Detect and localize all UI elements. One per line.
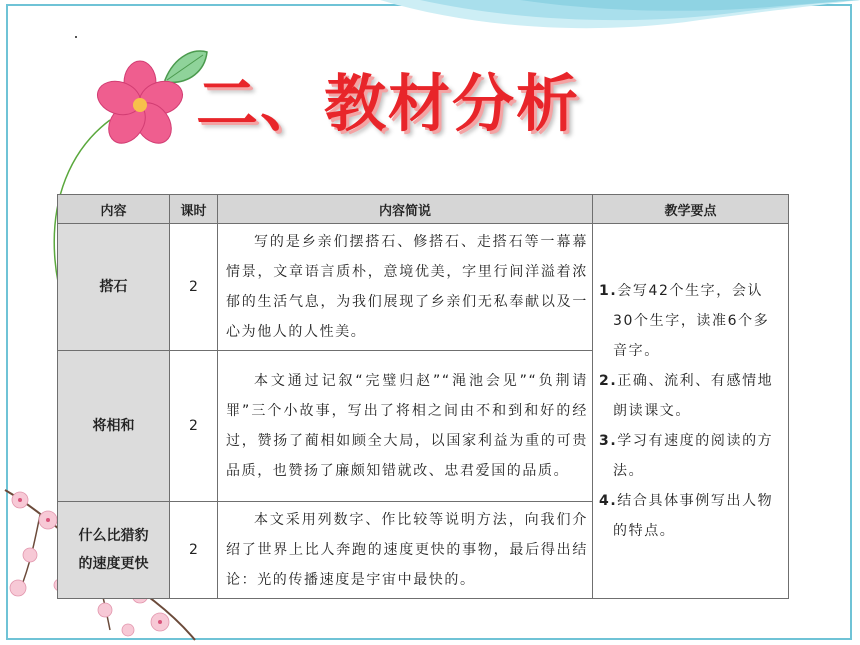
key-points-cell (593, 224, 789, 599)
key-point: 3.学习有速度的阅读的方法。 (599, 433, 774, 479)
lesson-summary-text: 写的是乡亲们摆搭石、修搭石、走搭石等一幕幕情景，文章语言质朴，意境优美，字里行间洋溢着浓郁的生活气息，为我们展现了乡亲们无私奉献以及一心为他人的人性美。 (226, 234, 588, 340)
analysis-table (57, 194, 789, 599)
lesson-summary (218, 351, 593, 502)
lesson-hours: 2 (170, 351, 218, 502)
dot-mark (75, 36, 77, 38)
key-point: 2.正确、流利、有感情地朗读课文。 (599, 373, 774, 419)
lesson-summary-text: 本文通过记叙“完璧归赵”“渑池会见”“负荆请罪”三个小故事，写出了将相之间由不和到和好的经过，赞扬了蔺相如顾全大局，以国家利益为重的可贵品质，也赞扬了廉颇知错就改、忠君爱国的品质。 (226, 373, 588, 479)
lesson-summary-text: 本文采用列数字、作比较等说明方法，向我们介绍了世界上比人奔跑的速度更快的事物，最后得出结论：光的传播速度是宇宙中最快的。 (226, 512, 588, 588)
page-title: 二、教材分析 (196, 67, 581, 140)
lesson-hours: 2 (170, 502, 218, 599)
header-hours: 课时 (170, 195, 218, 224)
key-point: 1.会写42个生字，会认30个生字，读准6个多音字。 (599, 283, 770, 359)
header-content: 内容 (58, 195, 170, 224)
header-summary: 内容简说 (218, 195, 593, 224)
header-key-points: 教学要点 (593, 195, 789, 224)
table-row (58, 224, 789, 351)
lesson-hours: 2 (170, 224, 218, 351)
table-header-row (58, 195, 789, 224)
lesson-name: 搭石 (58, 224, 170, 351)
lesson-name: 将相和 (58, 351, 170, 502)
lesson-name: 什么比猎豹的速度更快 (58, 502, 170, 599)
lesson-summary (218, 224, 593, 351)
lesson-summary (218, 502, 593, 599)
key-point: 4.结合具体事例写出人物的特点。 (599, 493, 774, 539)
